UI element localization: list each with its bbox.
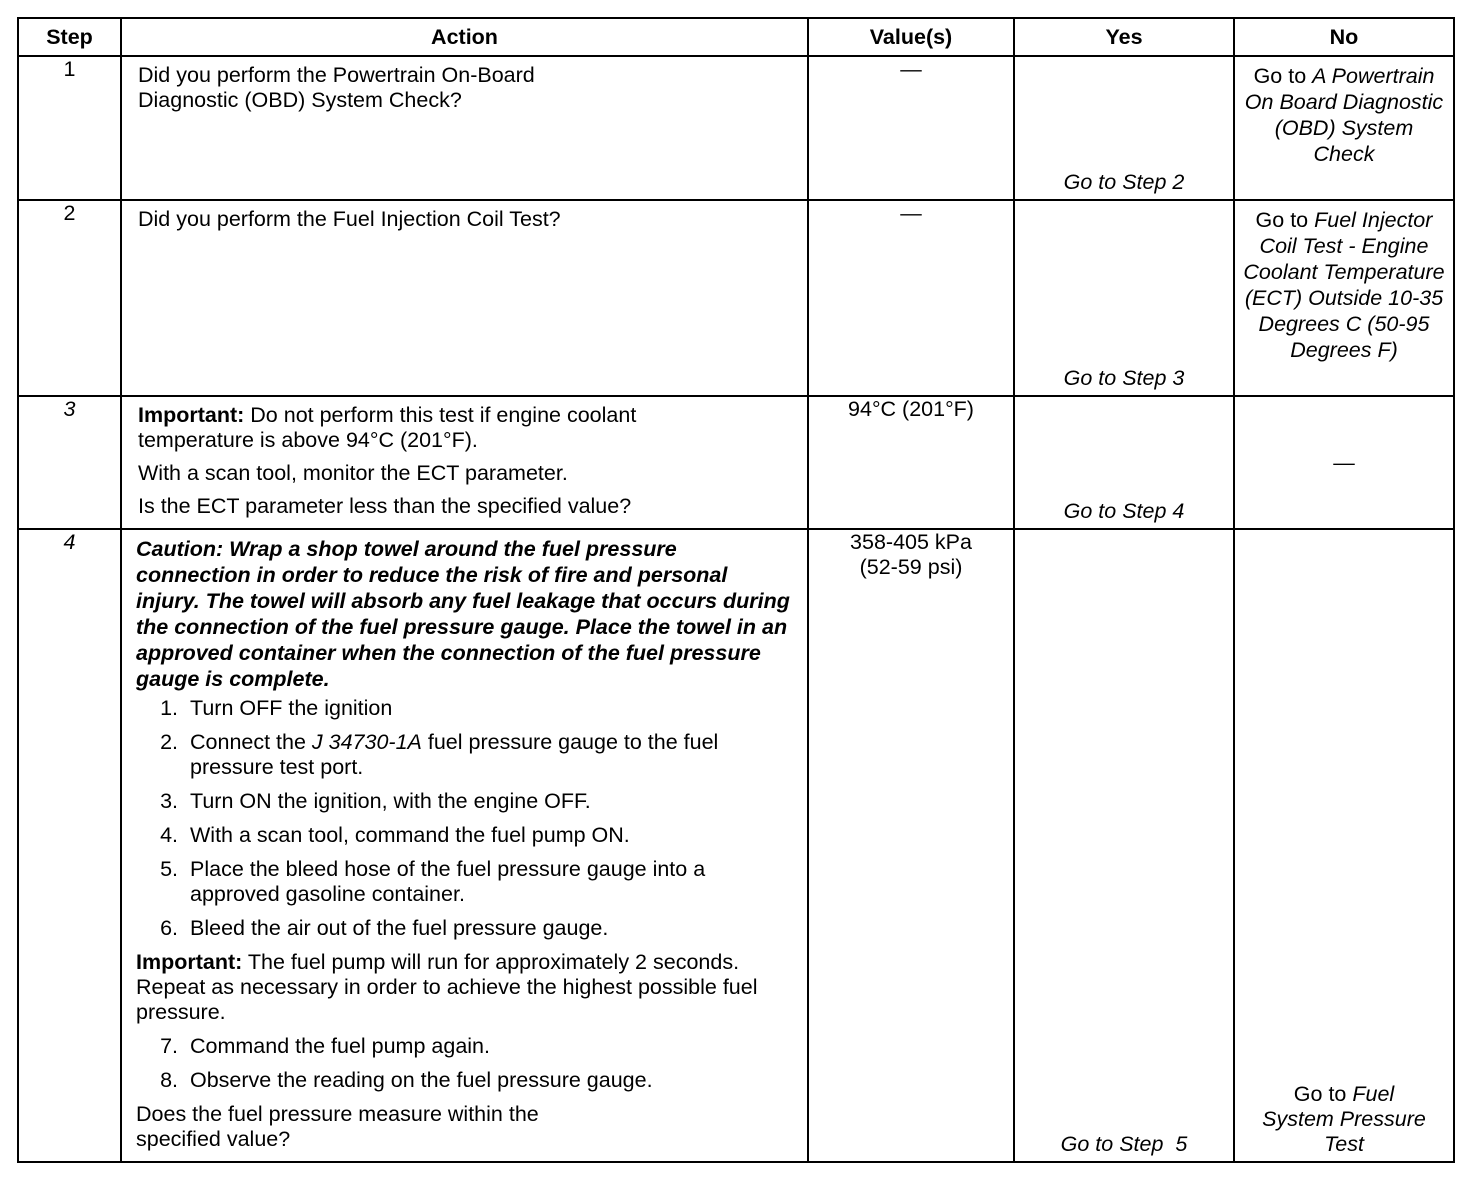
header-yes: Yes [1014,18,1234,56]
step-number: 3 [18,396,121,529]
important-text: Do not perform this test if engine coolant temperature is above 94°C (201°F). [138,403,637,452]
action-text: Did you perform the Powertrain On-Board Diagnostic (OBD) System Check? [138,63,535,112]
list-item: 2. Connect the J 34730-1A fuel pressure gauge to the fuel pressure test port. [160,730,719,779]
action-line: With a scan tool, monitor the ECT parameter. [138,461,568,485]
value-cell [808,529,1014,1162]
action-question: Does the fuel pressure measure within the specified value? [136,1102,539,1151]
yes-cell [1014,529,1234,1162]
list-item: 7. Command the fuel pump again. [160,1034,490,1058]
no-prefix: Go to [1253,64,1307,88]
yes-link[interactable]: Go to Step 2 [1063,170,1185,194]
no-prefix: Go to [1255,208,1309,232]
value-dash: — [900,57,922,81]
step-number: 1 [18,56,121,200]
header-values: Value(s) [808,18,1014,56]
table-row [18,396,1454,529]
list-item: 5. Place the bleed hose of the fuel pressure gauge into a approved gasoline container. [160,857,706,906]
action-text: Did you perform the Fuel Injection Coil Test? [138,207,561,231]
header-step: Step [18,18,121,56]
procedure-list-a [136,696,793,941]
important-note [138,403,737,453]
yes-cell [1014,396,1234,529]
no-prefix: Go to [1293,1082,1347,1106]
header-no: No [1234,18,1454,56]
table-row [18,529,1454,1162]
no-target: Fuel Injector Coil Test - Engine Coolant Temperature (ECT) Outside 10-35 Degrees C (50-95 Degrees F) [1243,208,1445,362]
yes-cell [1014,56,1234,200]
table-row [18,200,1454,396]
no-link[interactable] [1235,201,1453,363]
action-cell [121,529,808,1162]
no-cell [1234,396,1454,529]
no-dash: — [1333,450,1355,474]
step-number: 4 [18,529,121,1162]
action-text [122,397,807,523]
value-text: 358-405 kPa (52-59 psi) [850,530,972,579]
yes-link[interactable]: Go to Step 5 [1060,1132,1188,1156]
caution-note: Caution: Wrap a shop towel around the fuel pressure connection in order to reduce the risk of fire and personal injury. The towel will absorb any fuel leakage that occurs during the connection of the fuel pressure gauge. Place the towel in an approved container when the connection of the fuel pressure gauge is complete. [136,537,790,691]
value-text: 94°C (201°F) [848,397,974,421]
list-item: 6. Bleed the air out of the fuel pressure gauge. [160,916,609,940]
important-note [136,950,793,1025]
step-number: 2 [18,200,121,396]
important-text: The fuel pump will run for approximately 2 seconds. Repeat as necessary in order to achieve the highest possible fuel pressure. [136,950,758,1024]
no-cell [1234,200,1454,396]
table-row [18,56,1454,200]
action-cell [121,396,808,529]
diagnostic-table [17,17,1455,1163]
value-cell [808,56,1014,200]
list-item: 8. Observe the reading on the fuel pressure gauge. [160,1068,653,1092]
important-label: Important: [138,403,245,427]
action-cell [121,56,808,200]
yes-cell [1014,200,1234,396]
yes-link[interactable]: Go to Step 3 [1063,366,1185,390]
no-target: Fuel System Pressure Test [1262,1082,1426,1156]
no-cell [1234,529,1454,1162]
action-text [122,530,807,1156]
no-link[interactable] [1235,1082,1453,1157]
no-cell [1234,56,1454,200]
list-item: 3. Turn ON the ignition, with the engine OFF. [160,789,591,813]
header-row [18,18,1454,56]
tool-number: J 34730-1A [311,730,422,754]
value-cell [808,200,1014,396]
action-cell [121,200,808,396]
value-cell [808,396,1014,529]
list-item: 1. Turn OFF the ignition [160,696,393,720]
yes-link[interactable]: Go to Step 4 [1063,499,1185,523]
no-link[interactable] [1235,57,1453,167]
value-dash: — [900,201,922,225]
header-action: Action [121,18,808,56]
action-question: Is the ECT parameter less than the specified value? [138,494,632,518]
procedure-list-b [136,1034,793,1093]
no-target: A Powertrain On Board Diagnostic (OBD) System Check [1244,64,1444,166]
important-label: Important: [136,950,243,974]
list-item: 4. With a scan tool, command the fuel pump ON. [160,823,630,847]
